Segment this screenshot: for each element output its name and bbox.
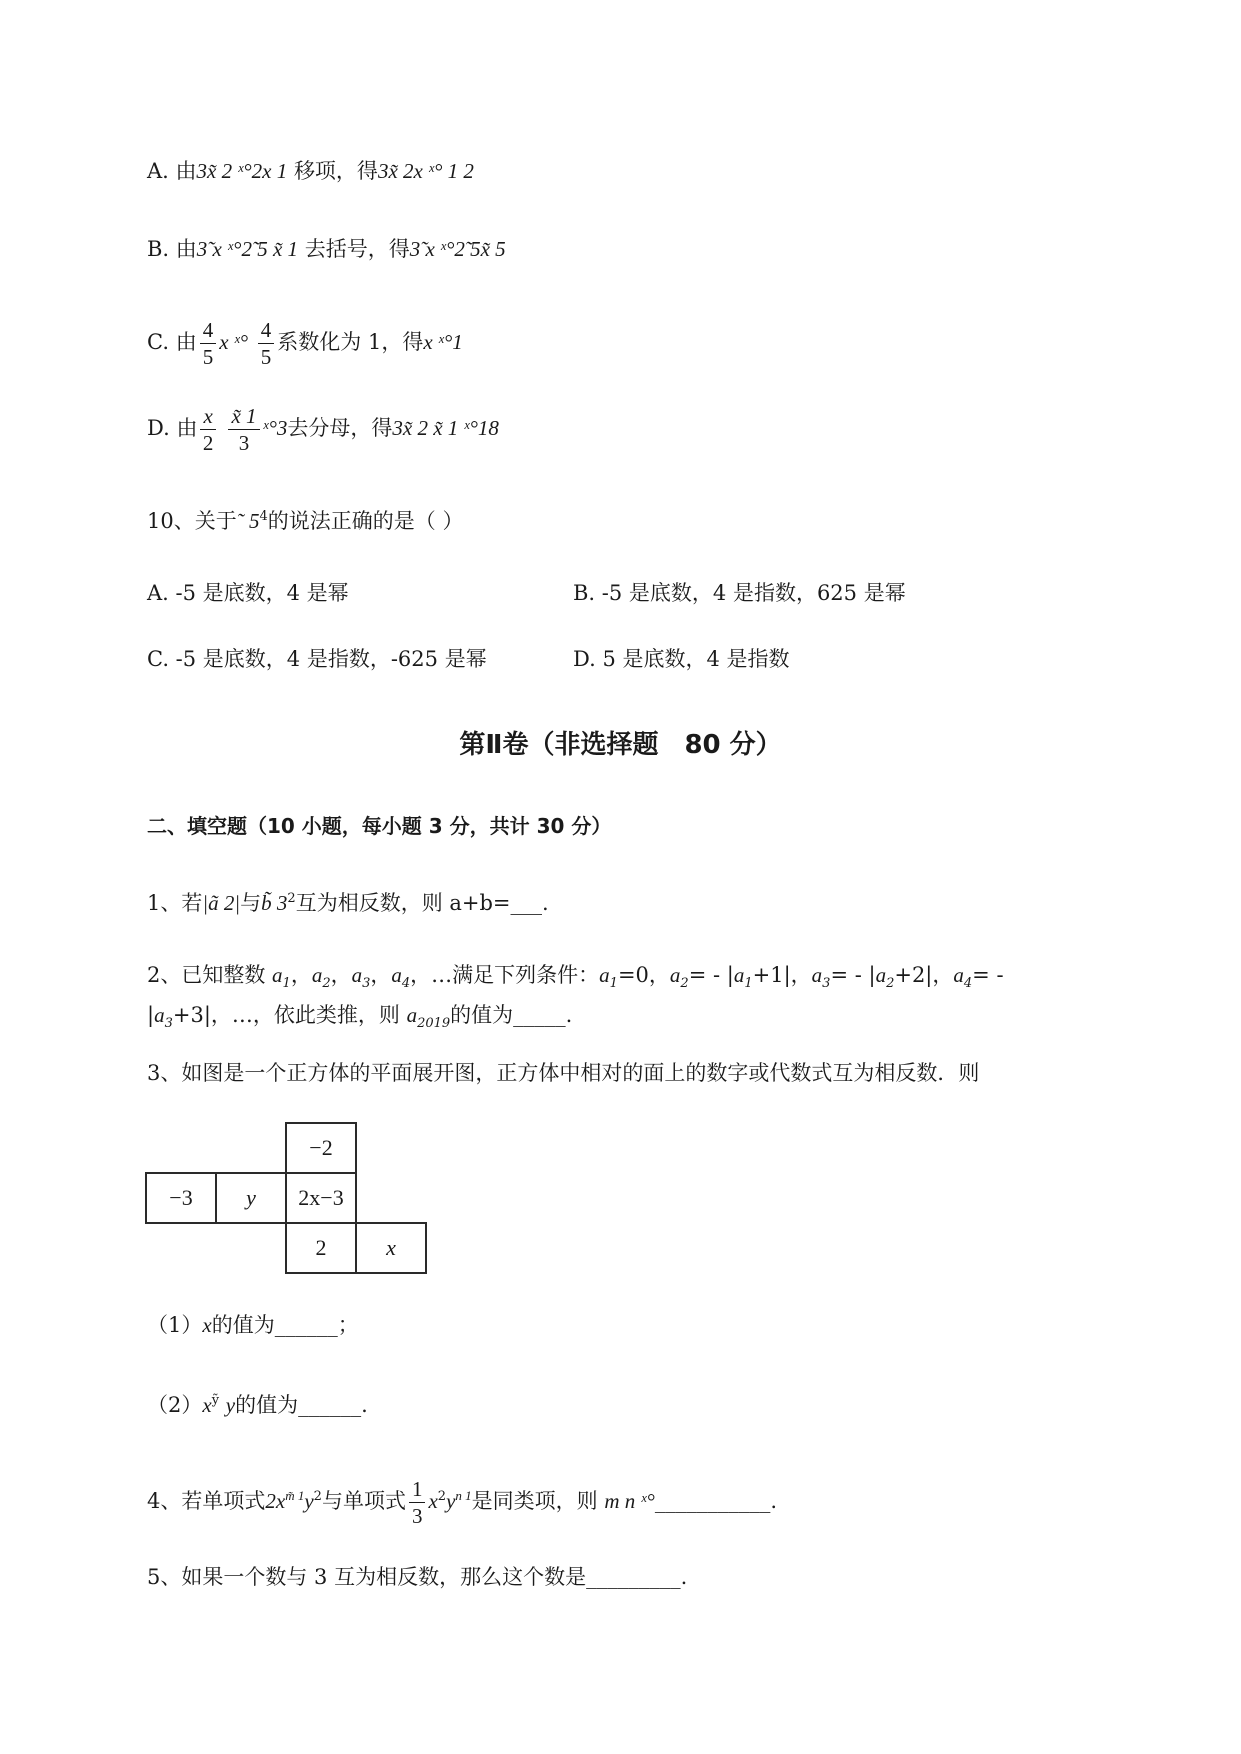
equation: 3̃ x ˣ°2̃ 5x̃ 5 <box>409 237 506 261</box>
option-lead: 由 <box>175 330 197 354</box>
condition-text: =0， <box>617 963 670 987</box>
q3-subquestion-1 <box>147 1310 359 1340</box>
subscript: 2019 <box>417 1016 451 1032</box>
question-prefix: 4、若单项式 <box>147 1489 266 1513</box>
q10-option-d: D. 5 是底数，4 是指数 <box>573 647 790 671</box>
connector-text: 与单项式 <box>321 1489 406 1513</box>
condition-text: +2|， <box>894 963 954 987</box>
question-10 <box>147 502 463 536</box>
cube-face-mid: y <box>215 1172 287 1224</box>
power-base: ˜ 5 <box>236 509 260 533</box>
equation: 3x̃ 2x ˣ° 1 2 <box>377 159 474 183</box>
cube-face-top: −2 <box>285 1122 357 1174</box>
fraction <box>258 317 275 370</box>
sub-prefix: （2） <box>147 1393 203 1417</box>
subscript: 2 <box>322 976 331 992</box>
option-label: A. <box>147 159 169 183</box>
numerator: 1 <box>409 1476 426 1503</box>
subscript: 2 <box>886 976 895 992</box>
power-exponent: 4 <box>259 509 268 524</box>
subscript: 2 <box>680 976 689 992</box>
equation: x ˣ°1 <box>423 330 463 354</box>
denominator: 3 <box>411 1504 423 1528</box>
var-a: a <box>391 963 402 987</box>
q10-option-c: C. -5 是底数，4 是指数，-625 是幂 <box>147 647 487 671</box>
option-a <box>147 156 474 186</box>
question-prefix: 1、若 <box>147 891 203 915</box>
subscript: 1 <box>744 976 753 992</box>
equation: 3x̃ 2 ˣ°2x 1 <box>196 159 288 183</box>
equation: x ˣ° <box>219 330 249 354</box>
option-lead: 由 <box>175 159 197 183</box>
exponent: ỹ <box>211 1393 220 1408</box>
abs-expression: |ã 2| <box>202 891 241 915</box>
option-d <box>147 398 499 458</box>
denominator: 5 <box>260 345 272 369</box>
exponent: 2 <box>287 891 296 906</box>
var-a: a <box>406 1003 418 1027</box>
equation: 3̃ x ˣ°2̃ 5 x̃ 1 <box>196 237 299 261</box>
var-a: a <box>351 963 363 987</box>
subscript: 4 <box>401 976 411 992</box>
question-suffix: 的值为_____. <box>450 1003 573 1027</box>
q10-option-a: A. -5 是底数，4 是幂 <box>147 581 349 605</box>
var-a: a <box>599 963 610 987</box>
cube-face-bottom: 2 <box>285 1222 357 1274</box>
abs-bar: | <box>147 1003 155 1027</box>
condition-text: = - <box>972 963 1004 987</box>
monomial: x <box>428 1489 438 1513</box>
exponent: 2 <box>313 1489 322 1504</box>
numerator: x̃ 1 <box>228 403 259 430</box>
option-text: 去括号，得 <box>304 237 410 261</box>
sub-suffix: 的值为______. <box>235 1393 368 1417</box>
q10-option-b: B. -5 是底数，4 是指数，625 是幂 <box>573 581 906 605</box>
var-a: a <box>875 963 887 987</box>
var-a: a <box>811 963 823 987</box>
question-text: +3|，…，依此类推，则 <box>172 1003 407 1027</box>
answer-blank: ___________. <box>654 1489 778 1513</box>
option-b <box>147 234 506 264</box>
fill-question-1 <box>147 884 549 918</box>
condition-text: = - | <box>688 963 734 987</box>
question-suffix: 互为相反数，则 a+b=___. <box>295 891 549 915</box>
fraction <box>409 1476 426 1529</box>
condition-text: +1|， <box>752 963 812 987</box>
variable: x <box>202 1313 212 1337</box>
var-a: a <box>669 963 681 987</box>
numerator: 4 <box>200 317 217 344</box>
option-label: D. <box>147 416 170 440</box>
option-text: 去分母，得 <box>287 416 393 440</box>
question-prefix: 10、关于 <box>147 509 237 533</box>
var-a: a <box>953 963 964 987</box>
option-lead: 由 <box>175 237 197 261</box>
option-text: 系数化为 1，得 <box>277 330 424 354</box>
numerator: x <box>200 403 215 430</box>
variable: y <box>225 1393 236 1417</box>
condition-text: = - | <box>830 963 876 987</box>
expression: b̃ 3 <box>261 891 288 915</box>
fill-question-2-line2 <box>147 1000 572 1039</box>
question-suffix: 的说法正确的是（ ） <box>267 509 464 533</box>
monomial: 2x <box>265 1489 286 1513</box>
cube-face-right: x <box>355 1222 427 1274</box>
fill-question-3: 3、如图是一个正方体的平面展开图，正方体中相对的面上的数字或代数式互为相反数．则 <box>147 1061 980 1085</box>
exponent: n 1 <box>455 1488 472 1503</box>
option-c <box>147 312 463 372</box>
option-label: B. <box>147 237 170 261</box>
monomial: y <box>446 1489 456 1513</box>
expression: m n ˣ° <box>604 1489 655 1513</box>
numerator: 4 <box>258 317 275 344</box>
subscript: 1 <box>609 976 618 992</box>
monomial: y <box>304 1489 314 1513</box>
option-text: 移项，得 <box>293 159 378 183</box>
fraction <box>200 317 217 370</box>
var-a: a <box>311 963 323 987</box>
fill-question-2-line1: 2、已知整数 $a_1$，$a_2$，$a_3$，$a_4$，…满足下列条件：$a_1=0$，$a_2= - |a_1+1|$，$a_3= - |a_2+2|$，$a_4=$ - <box>147 963 1004 992</box>
section-subtitle: 二、填空题（10 小题，每小题 3 分，共计 30 分） <box>147 814 612 838</box>
connector-text: 与 <box>240 891 262 915</box>
question-text: 是同类项，则 <box>471 1489 598 1513</box>
cube-face-left: −3 <box>145 1172 217 1224</box>
sub-prefix: （1） <box>147 1313 203 1337</box>
subscript: 3 <box>164 1016 173 1032</box>
fill-question-5: 5、如果一个数与 3 互为相反数，那么这个数是_________. <box>147 1565 688 1589</box>
question-prefix: 2、已知整数 <box>147 963 273 987</box>
section-title: 第Ⅱ卷（非选择题 80 分） <box>459 730 782 760</box>
sub-suffix: 的值为______； <box>211 1313 359 1337</box>
subscript: 1 <box>282 976 291 992</box>
variable: x <box>202 1393 212 1417</box>
cube-face-center: 2x−3 <box>285 1172 357 1224</box>
fraction <box>228 403 259 456</box>
equation: 3x̃ 2 x̃ 1 ˣ°18 <box>392 416 499 440</box>
exponent: m̃ 1 <box>285 1488 305 1503</box>
option-lead: 由 <box>176 416 198 440</box>
denominator: 3 <box>238 431 250 455</box>
denominator: 2 <box>202 431 214 455</box>
var-a: a <box>733 963 745 987</box>
subscript: 3 <box>362 976 371 992</box>
var-a: a <box>154 1003 165 1027</box>
var-a: a <box>272 963 283 987</box>
subscript: 4 <box>963 976 973 992</box>
subscript: 3 <box>822 976 831 992</box>
q3-subquestion-2 <box>147 1386 368 1420</box>
fraction <box>200 403 215 456</box>
equation: ˣ°3 <box>262 416 288 440</box>
option-label: C. <box>147 330 169 354</box>
question-text: ，…满足下列条件： <box>410 963 600 987</box>
fill-question-4 <box>147 1466 777 1531</box>
exponent: 2 <box>437 1489 447 1504</box>
denominator: 5 <box>202 345 214 369</box>
